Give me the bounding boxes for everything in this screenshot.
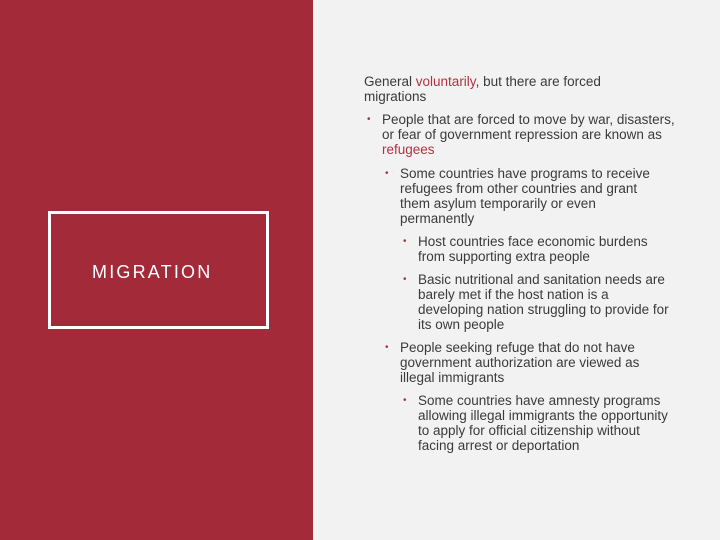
slide-title: MIGRATION <box>92 262 213 282</box>
bullet-nutrition: Basic nutritional and sanitation needs are barely met if the host nation is a developing nation struggling to provide for its own people <box>418 272 669 332</box>
intro-highlight: voluntarily <box>415 74 476 89</box>
bullet-amnesty: Some countries have amnesty programs allowing illegal immigrants the opportunity to apply for official citizenship without facing arrest or deportation <box>418 393 668 453</box>
title-frame <box>48 211 269 329</box>
bullet-dot: • <box>385 168 389 179</box>
bullet-refugees <box>382 112 677 157</box>
bullet-dot: • <box>403 236 407 247</box>
refugees-highlight: refugees <box>382 142 435 157</box>
left-panel <box>0 0 313 540</box>
content-panel <box>313 0 720 540</box>
bullet-dot: • <box>385 342 389 353</box>
intro-prefix: General <box>364 74 416 89</box>
intro-suffix: , but there are forced migrations <box>364 74 601 104</box>
intro-text <box>364 74 664 104</box>
bullet-illegal: People seeking refuge that do not have government authorization are viewed as illegal immigrants <box>400 340 640 385</box>
bullet-dot: • <box>367 114 371 125</box>
bullet-economic: Host countries face economic burdens from supporting extra people <box>418 234 648 264</box>
bullet-dot: • <box>403 274 407 285</box>
refugees-prefix: People that are forced to move by war, disasters, or fear of government repression are known as <box>382 112 675 142</box>
bullet-programs: Some countries have programs to receive refugees from other countries and grant them asylum temporarily or even permanently <box>400 166 650 226</box>
bullet-dot: • <box>403 395 407 406</box>
